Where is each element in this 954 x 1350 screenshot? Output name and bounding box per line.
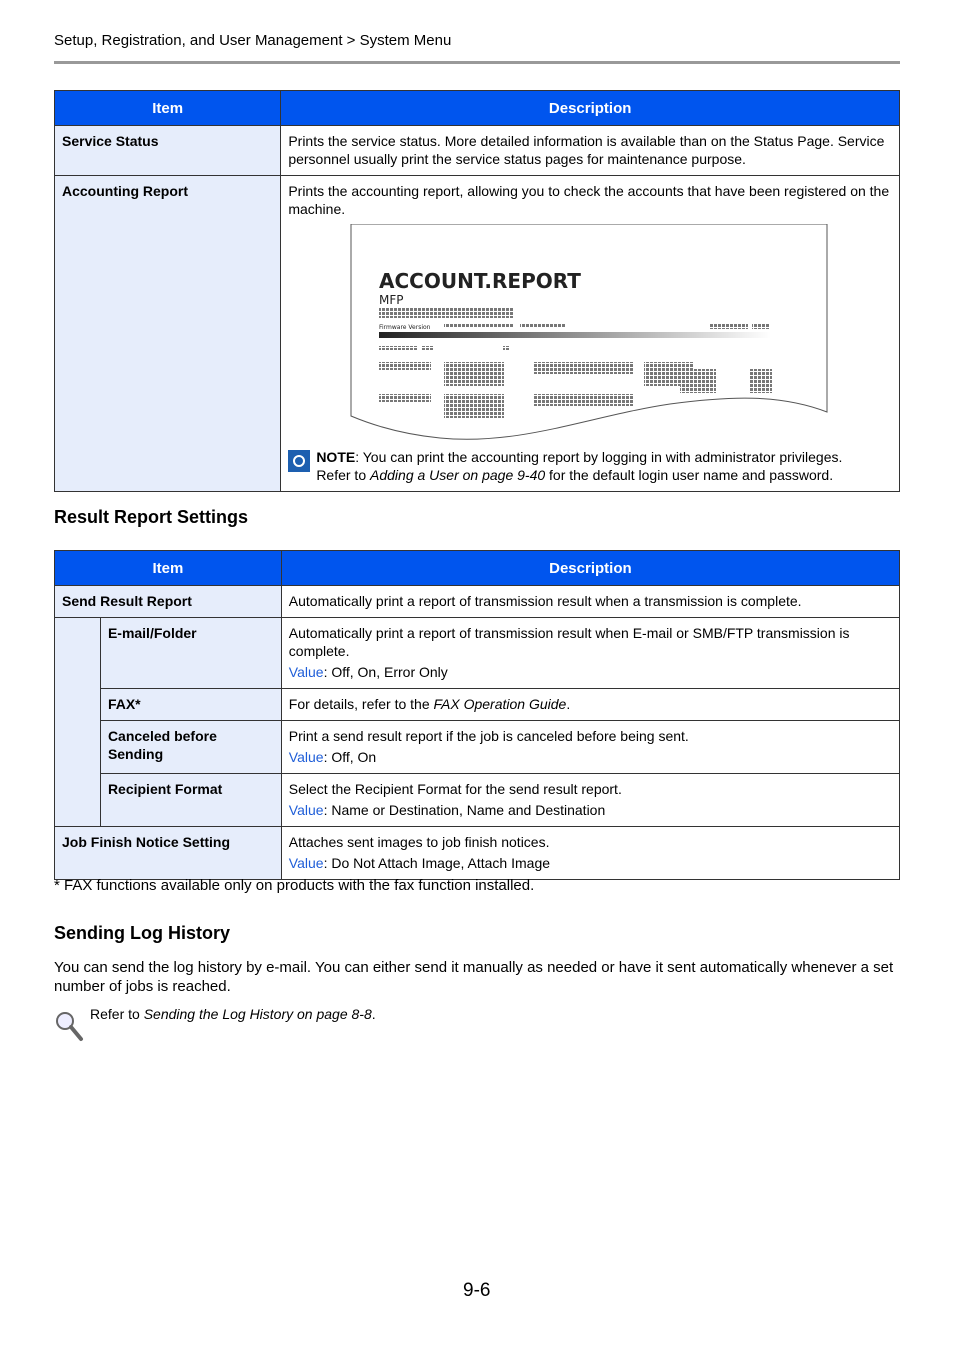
report-firmware-label: Firmware Version (379, 324, 431, 331)
log-paragraph: You can send the log history by e-mail. You can either send it manually as needed or have it sent automatically whenever a set number of jobs is reached. (54, 959, 894, 995)
desc-job-finish: Attaches sent images to job finish notices. (288, 834, 550, 850)
breadcrumb: Setup, Registration, and User Management > System Menu (54, 32, 452, 49)
item-accounting-report: Accounting Report (55, 176, 281, 492)
report-title: ACCOUNT.REPORT (379, 269, 582, 293)
ref-link[interactable]: Sending the Log History on page 8-8 (143, 1006, 372, 1022)
table-row (55, 176, 900, 492)
value-label: Value (288, 664, 324, 680)
col-description-header: Description (281, 551, 899, 586)
reference-line (90, 1006, 376, 1022)
value-label: Value (288, 749, 324, 765)
desc-accounting-report-cell (281, 176, 900, 492)
value-label: Value (288, 802, 324, 818)
desc-canceled-cell (281, 721, 899, 774)
system-menu-table (54, 90, 900, 492)
report-subtitle: MFP (379, 293, 404, 307)
header-rule (54, 61, 900, 64)
section-title-result-report: Result Report Settings (54, 507, 249, 527)
indent-cell (55, 618, 101, 827)
item-fax: FAX* (100, 689, 281, 721)
job-finish-values: : Do Not Attach Image, Attach Image (323, 855, 551, 871)
col-item-header: Item (55, 91, 281, 126)
desc-recipient: Select the Recipient Format for the send result report. (288, 781, 622, 797)
magnifier-icon (54, 1010, 84, 1042)
section-title-sending-log: Sending Log History (54, 923, 231, 943)
fax-desc-end: . (566, 696, 571, 712)
table-row (55, 586, 900, 618)
table-row (55, 618, 900, 689)
fax-desc: For details, refer to the (288, 696, 434, 712)
item-recipient-format: Recipient Format (100, 774, 281, 827)
desc-service-status: Prints the service status. More detailed information is available than on the Status Page. Service personnel usually print the service status pages for maintenance purpose. (281, 126, 900, 176)
desc-canceled: Print a send result report if the job is canceled before being sent. (288, 728, 689, 744)
account-report-image (350, 224, 828, 442)
col-description-header: Description (281, 91, 900, 126)
item-send-result-report: Send Result Report (55, 586, 282, 618)
col-item-header: Item (55, 551, 282, 586)
email-values: : Off, On, Error Only (323, 664, 448, 680)
recipient-values: : Name or Destination, Name and Destination (323, 802, 606, 818)
table-row (55, 721, 900, 774)
item-service-status: Service Status (55, 126, 281, 176)
value-label: Value (288, 855, 324, 871)
note-refer: Refer to (316, 467, 371, 483)
note (288, 448, 892, 484)
note-suffix: for the default login user name and password. (545, 467, 834, 483)
footnote: * FAX functions available only on products with the fax function installed. (54, 877, 535, 894)
table-row (55, 774, 900, 827)
note-label: NOTE (316, 449, 356, 465)
item-job-finish-notice: Job Finish Notice Setting (55, 827, 282, 880)
desc-accounting-report: Prints the accounting report, allowing you to check the accounts that have been registered on the machine. (288, 183, 890, 217)
desc-job-finish-cell (281, 827, 899, 880)
canceled-values: : Off, On (323, 749, 377, 765)
page-number: 9-6 (463, 1280, 491, 1301)
desc-send-result-report: Automatically print a report of transmission result when a transmission is complete. (281, 586, 899, 618)
account-report-illustration (350, 224, 828, 442)
desc-email-folder-cell (281, 618, 899, 689)
table-row (55, 827, 900, 880)
note-link[interactable]: Adding a User on page 9-40 (370, 467, 546, 483)
fax-guide-link[interactable]: FAX Operation Guide (433, 696, 567, 712)
ref-suffix: . (371, 1006, 376, 1022)
note-icon (288, 450, 310, 472)
result-report-table (54, 550, 900, 880)
item-canceled-before-sending: Canceled before Sending (100, 721, 281, 774)
item-email-folder: E-mail/Folder (100, 618, 281, 689)
desc-recipient-cell (281, 774, 899, 827)
ref-prefix: Refer to (90, 1006, 144, 1022)
table-row (55, 689, 900, 721)
table-row (55, 126, 900, 176)
note-text: : You can print the accounting report by logging in with administrator privileges. (355, 449, 843, 465)
desc-fax (281, 689, 899, 721)
desc-email-folder: Automatically print a report of transmission result when E-mail or SMB/FTP transmission is complete. (288, 625, 850, 659)
